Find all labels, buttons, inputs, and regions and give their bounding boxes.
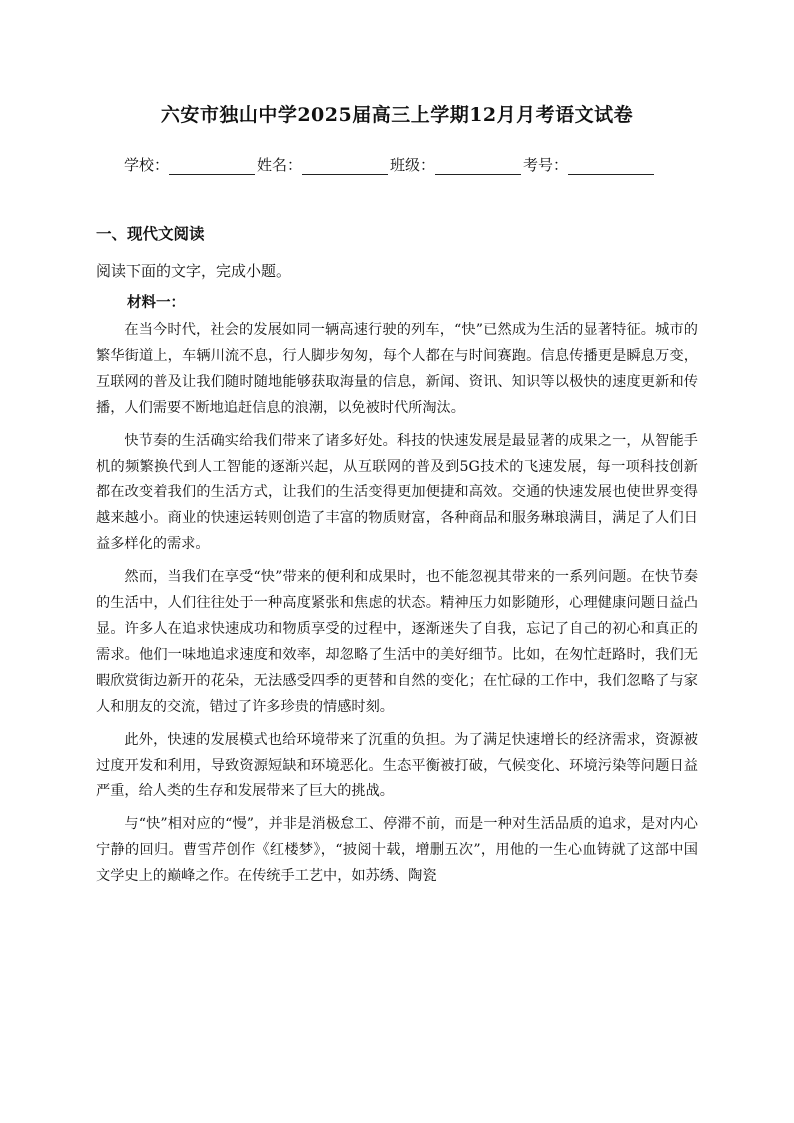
passage-paragraph: 与“快”相对应的“慢”，并非是消极怠工、停滞不前，而是一种对生活品质的追求，是对内心宁静的回归。曹雪芹创作《红楼梦》，“披阅十载，增删五次”，用他的一生心血铸就了这部中国文学史上的巅峰之作。在传统手工艺中，如苏绣、陶瓷 bbox=[96, 816, 698, 885]
school-label: 学校： bbox=[124, 156, 170, 174]
passage-paragraph: 快节奏的生活确实给我们带来了诸多好处。科技的快速发展是最显著的成果之一，从智能手机的频繁换代到人工智能的逐渐兴起，从互联网的普及到5G技术的飞速发展，每一项科技创新都在改变着我们的生活方式，让我们的生活变得更加便捷和高效。交通的快速发展也使世界变得越来越小。商业的快速运转则创造了丰富的物质财富，各种商品和服务琳琅满目，满足了人们日益多样化的需求。 bbox=[96, 432, 698, 553]
passage-paragraph: 然而，当我们在享受“快”带来的便利和成果时，也不能忽视其带来的一系列问题。在快节奏的生活中，人们往往处于一种高度紧张和焦虑的状态。精神压力如影随形，心理健康问题日益凸显。许多人在追求快速成功和物质享受的过程中，逐渐迷失了自我，忘记了自己的初心和真正的需求。他们一味地追求速度和效率，却忽略了生活中的美好细节。比如，在匆忙赶路时，我们无暇欣赏街边新开的花朵，无法感受四季的更替和自然的变化；在忙碌的工作中，我们忽略了与家人和朋友的交流，错过了许多珍贵的情感时刻。 bbox=[96, 569, 698, 715]
exam-number-label: 考号： bbox=[523, 156, 569, 174]
material-label: 材料一： bbox=[127, 295, 185, 311]
school-blank bbox=[169, 160, 255, 175]
name-label: 姓名： bbox=[257, 156, 303, 174]
student-info-line bbox=[124, 154, 684, 175]
class-blank bbox=[435, 160, 521, 175]
passage-paragraph: 在当今时代，社会的发展如同一辆高速行驶的列车，“快”已然成为生活的显著特征。城市的繁华街道上，车辆川流不息，行人脚步匆匆，每个人都在与时间赛跑。信息传播更是瞬息万变，互联网的普及让我们随时随地能够获取海量的信息，新闻、资讯、知识等以极快的速度更新和传播，人们需要不断地追赶信息的浪潮，以免被时代所淘汰。 bbox=[96, 322, 698, 416]
exam-number-blank bbox=[568, 160, 654, 175]
exam-title: 六安市独山中学2025届高三上学期12月月考语文试卷 bbox=[160, 104, 634, 126]
reading-instruction: 阅读下面的文字，完成小题。 bbox=[96, 262, 292, 280]
passage-paragraph: 此外，快速的发展模式也给环境带来了沉重的负担。为了满足快速增长的经济需求，资源被过度开发和利用，导致资源短缺和环境恶化。生态平衡被打破，气候变化、环境污染等问题日益严重，给人类的生存和发展带来了巨大的挑战。 bbox=[96, 731, 698, 800]
name-blank bbox=[302, 160, 388, 175]
passage-body bbox=[96, 318, 698, 897]
section-heading: 一、现代文阅读 bbox=[96, 225, 205, 243]
class-label: 班级： bbox=[390, 156, 436, 174]
